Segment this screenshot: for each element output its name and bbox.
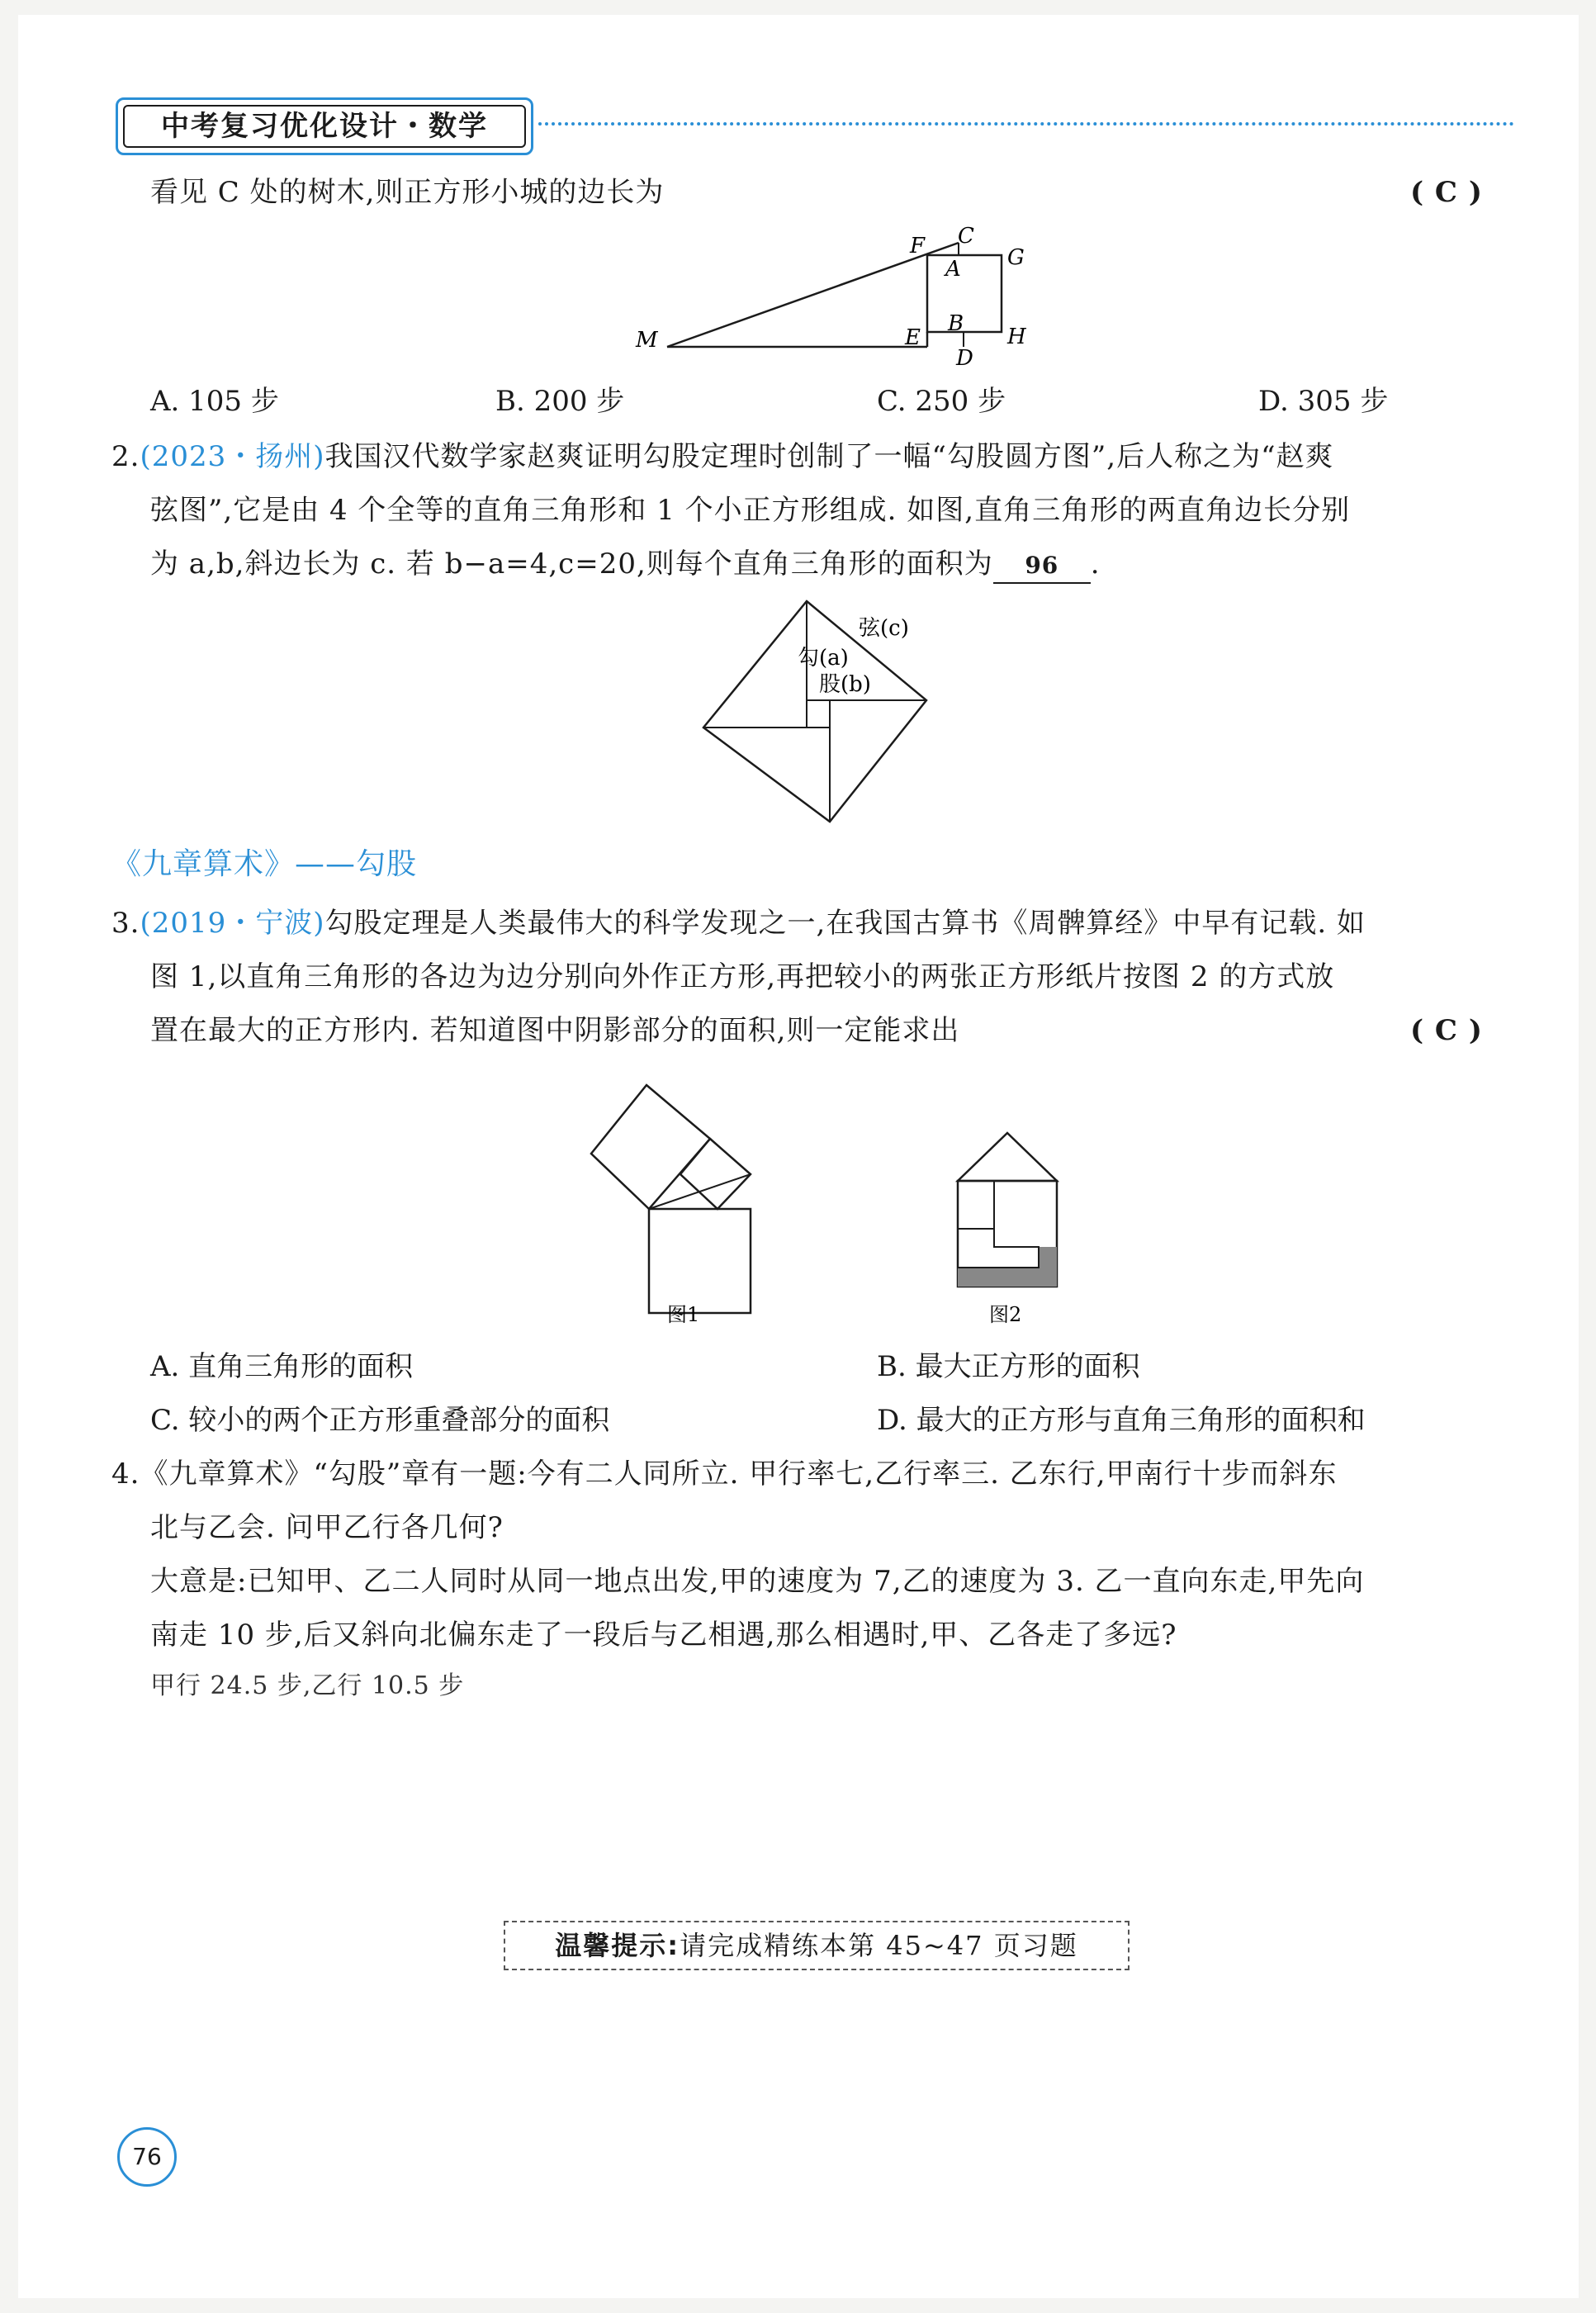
- fig2-caption: 图2: [989, 1303, 1022, 1326]
- q3-text1: 勾股定理是人类最伟大的科学发现之一,在我国古算书《周髀算经》中早有记载. 如: [324, 907, 1366, 940]
- label-hypotenuse: 弦(c): [859, 616, 909, 641]
- q3-option-d: D. 最大的正方形与直角三角形的面积和: [877, 1404, 1366, 1437]
- q3-figure-2: [950, 1123, 1073, 1330]
- label-gou: 勾(a): [798, 646, 849, 671]
- fig1-caption: 图1: [667, 1303, 700, 1326]
- q3-answer: ( C ): [1410, 1014, 1483, 1047]
- page-number: 76: [117, 2127, 177, 2187]
- q4-line2: 北与乙会. 问甲乙行各几何?: [150, 1511, 504, 1544]
- q4-text1: 《九章算术》“勾股”章有一题:今有二人同所立. 甲行率七,乙行率三. 乙东行,甲南行十步而斜东: [140, 1457, 1338, 1491]
- label-a: A: [945, 257, 961, 282]
- header-badge: [116, 97, 533, 155]
- tip-box: [504, 1921, 1130, 1970]
- label-gu: 股(b): [819, 672, 871, 697]
- label-m: M: [636, 328, 658, 353]
- header-dotted-rule: [538, 122, 1514, 126]
- tip-text: 请完成精练本第 45~47 页习题: [680, 1930, 1078, 1961]
- label-d: D: [956, 346, 973, 371]
- q3-option-c: C. 较小的两个正方形重叠部分的面积: [150, 1404, 610, 1437]
- label-h: H: [1007, 325, 1026, 349]
- tip-label: 温馨提示:: [555, 1930, 680, 1961]
- q1-option-b: B. 200 步: [495, 385, 625, 418]
- label-b: B: [948, 311, 964, 336]
- q4-line4: 南走 10 步,后又斜向北偏东走了一段后与乙相遇,那么相遇时,甲、乙各走了多远?: [150, 1619, 1177, 1652]
- label-f: F: [910, 234, 926, 258]
- q1-option-d: D. 305 步: [1258, 385, 1389, 418]
- q1-figure: [628, 225, 1040, 373]
- q1-option-a: A. 105 步: [150, 385, 279, 418]
- q3-option-a: A. 直角三角形的面积: [150, 1350, 414, 1383]
- shaded-region: [958, 1268, 1057, 1287]
- q1-option-c: C. 250 步: [877, 385, 1006, 418]
- q2-text1: 我国汉代数学家赵爽证明勾股定理时创制了一幅“勾股圆方图”,后人称之为“赵爽: [324, 440, 1334, 473]
- q2-number: 2.: [111, 440, 140, 473]
- q4-line3: 大意是:已知甲、乙二人同时从同一地点出发,甲的速度为 7,乙的速度为 3. 乙一直向东走,甲先向: [150, 1565, 1365, 1598]
- q2-text3-end: .: [1090, 547, 1101, 581]
- q3-line1: [111, 904, 1366, 942]
- q4-number: 4.: [111, 1457, 140, 1491]
- q3-number: 3.: [111, 907, 140, 940]
- q3-line3: 置在最大的正方形内. 若知道图中阴影部分的面积,则一定能求出: [150, 1014, 960, 1047]
- q2-text3: 为 a,b,斜边长为 c. 若 b−a=4,c=20,则每个直角三角形的面积为: [150, 547, 993, 581]
- q3-source: (2019・宁波): [140, 907, 325, 940]
- q3-line2: 图 1,以直角三角形的各边为边分别向外作正方形,再把较小的两张正方形纸片按图 2 的方式放: [150, 960, 1335, 993]
- q4-answer: 甲行 24.5 步,乙行 10.5 步: [150, 1671, 465, 1700]
- q4-line1: [111, 1455, 1338, 1493]
- section-title: 《九章算术》——勾股: [111, 847, 418, 881]
- q3-option-b: B. 最大正方形的面积: [877, 1350, 1140, 1383]
- q2-line2: 弦图”,它是由 4 个全等的直角三角形和 1 个小正方形组成. 如图,直角三角形的两直角边长分别: [150, 494, 1351, 527]
- label-e: E: [905, 325, 921, 350]
- q2-source: (2023・扬州): [140, 440, 325, 473]
- label-g: G: [1007, 245, 1025, 270]
- q1-answer: ( C ): [1410, 176, 1483, 209]
- q2-zhao-shuang-figure: [694, 599, 941, 830]
- q2-line3: [150, 545, 1101, 584]
- header-title: 中考复习优化设计・数学: [123, 105, 526, 148]
- q2-line1: [111, 438, 1333, 476]
- q1-stem: 看见 C 处的树木,则正方形小城的边长为: [150, 176, 665, 209]
- q3-figure-1: [586, 1082, 784, 1330]
- q2-answer-blank: 96: [993, 549, 1091, 584]
- label-c: C: [958, 225, 974, 249]
